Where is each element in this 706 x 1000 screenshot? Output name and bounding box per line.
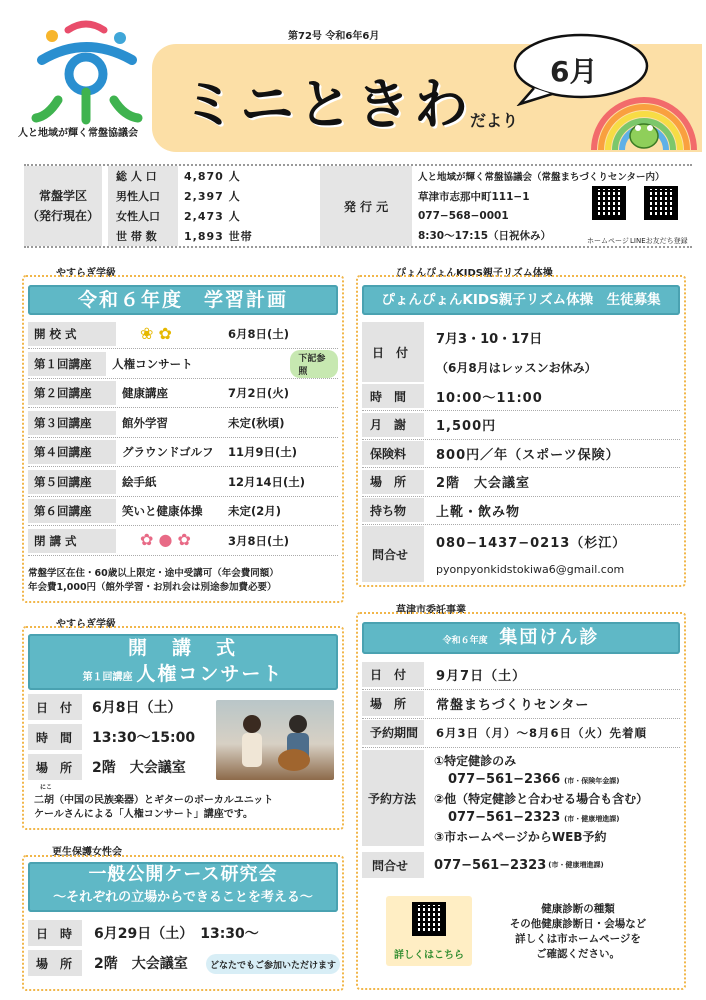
rhythm-title: ぴょんぴょんKIDS親子リズム体操 生徒募集 xyxy=(362,285,680,315)
ceremony-sub-title: 人権コンサート xyxy=(136,663,284,685)
row-divider xyxy=(362,496,680,497)
population-labels xyxy=(108,166,178,246)
row-divider xyxy=(28,466,338,467)
study-row-topic: 健康講座 xyxy=(122,386,168,400)
checkup-title-prefix: 令和６年度 xyxy=(442,636,488,646)
study-row-date: 未定(2月) xyxy=(228,504,282,518)
method-1: ①特定健診のみ xyxy=(434,753,517,768)
population-value: 4,870 人 xyxy=(184,170,241,183)
publisher-label: 発 行 元 xyxy=(320,166,412,246)
study-row-topic: 館外学習 xyxy=(122,415,168,430)
study-plan-row xyxy=(28,381,338,405)
checkup-title: 集団けん診 xyxy=(499,627,600,648)
publisher-name: 人と地域が輝く常盤協議会（常盤まちづくりセンター内） xyxy=(418,172,665,183)
ceremony-row-date: 日 付 6月8日（土） xyxy=(28,694,214,720)
population-values xyxy=(184,166,314,246)
row-divider xyxy=(28,437,338,438)
publisher-address: 草津市志那中町111−1 xyxy=(418,191,530,203)
row-divider xyxy=(362,439,680,440)
newsletter-title: ミニときわ xyxy=(182,73,472,136)
row-divider xyxy=(362,410,680,411)
study-row-date: 7月2日(火) xyxy=(228,386,290,400)
rhythm-row: 保険料 800円／年（スポーツ保険） xyxy=(362,441,680,465)
open-to-all-badge: どなたでもご参加いただけます xyxy=(206,954,340,974)
study-row-date: 3月8日(土) xyxy=(228,533,290,548)
method-2-dept: (市・健康増進課) xyxy=(564,814,620,823)
study-plan-row xyxy=(28,322,338,346)
row-divider xyxy=(362,718,680,719)
row-divider xyxy=(362,467,680,468)
month-label: 6月 xyxy=(550,55,598,88)
rainbow-frog-illustration xyxy=(588,84,700,152)
checkup-qr-caption: 詳しくはこちら xyxy=(394,950,464,961)
case-section-label: 更生保護女性会 xyxy=(52,847,122,858)
study-plan-title: 令和６年度 学習計画 xyxy=(28,285,338,315)
row-divider xyxy=(28,348,338,349)
rhythm-dates: 7月3・10・17日 xyxy=(436,332,543,347)
study-row-topic: 人権コンサート xyxy=(112,356,193,371)
study-row-date: 11月9日(土) xyxy=(228,445,298,459)
study-row-label: 第２回講座 xyxy=(28,381,116,405)
study-note-eligibility: 常盤学区在住・60歳以上限定・途中受講可（年会費同額） xyxy=(28,568,279,579)
ceremony-description-1: 二胡（中国の民族楽器）とギターのボーカルユニット xyxy=(34,795,274,806)
tokiwa-logo xyxy=(28,20,146,128)
checkup-contact-tel: 077−561−2323 xyxy=(434,857,547,873)
checkup-contact-dept: (市・健康増進課) xyxy=(548,861,604,869)
checkup-info: 健康診断の種類 その他健康診断日・会場など 詳しくは市ホームページを ご確認ください。 xyxy=(509,903,647,960)
newsletter-title-suffix: だより xyxy=(470,111,519,130)
study-row-label: 第５回講座 xyxy=(28,470,116,494)
case-subtitle: 〜それぞれの立場からできることを考える〜 xyxy=(53,890,313,905)
rhythm-row: 場 所 2階 大会議室 xyxy=(362,470,680,494)
rhythm-row-date: 日 付 7月3・10・17日 （6月8月はレッスンお休み） xyxy=(362,322,680,382)
population-label: 世 帯 数 xyxy=(116,230,157,243)
ceremony-row-place: 場 所 2階 大会議室 xyxy=(28,754,214,780)
ceremony-ruby: にこ xyxy=(40,784,53,791)
checkup-row: 場 所 常盤まちづくりセンター xyxy=(362,691,680,716)
checkup-row-method: 予約方法 ①特定健診のみ 077−561−2366 (市・保険年金課) ②他（特定健診と合わせる場合も含む） 077−561−2323 (市・健康増進課) ③市ホームページからWEB予約 xyxy=(362,750,680,846)
issue-number: 第72号 令和6年6月 xyxy=(288,31,380,42)
study-row-label: 閉 講 式 xyxy=(28,529,116,553)
study-row-label: 開 校 式 xyxy=(28,322,116,346)
method-1-tel: 077−561−2366 xyxy=(448,771,561,787)
study-row-date xyxy=(202,352,290,376)
population-label: 男性人口 xyxy=(116,190,160,203)
study-row-topic: グラウンドゴルフ xyxy=(122,445,214,459)
study-plan-row xyxy=(28,440,338,464)
row-divider xyxy=(362,689,680,690)
ceremony-title-box xyxy=(28,634,338,690)
rhythm-row: 持ち物 上靴・飲み物 xyxy=(362,498,680,522)
study-row-label: 第６回講座 xyxy=(28,499,116,523)
study-row-label: 第１回講座 xyxy=(28,352,106,376)
study-row-date: 6月8日(土) xyxy=(228,327,290,341)
butterfly-flower-icon: ❀ ✿ xyxy=(140,324,172,343)
method-2-tel: 077−561−2323 xyxy=(448,809,561,825)
ceremony-row-time: 時 間 13:30〜15:00 xyxy=(28,724,214,750)
case-title: 一般公開ケース研究会 xyxy=(88,864,278,885)
study-row-date: 12月14日(土) xyxy=(228,474,306,489)
study-row-topic: 絵手紙 xyxy=(122,474,157,489)
population-value: 1,893 世帯 xyxy=(184,230,253,243)
study-note-fee: 年会費1,000円（館外学習・お別れ会は別途参加費必要） xyxy=(28,582,277,593)
ceremony-description-2: ケールさんによる「人権コンサート」講座です。 xyxy=(34,809,253,820)
method-1-dept: (市・保険年金課) xyxy=(564,776,620,785)
study-section-label: やすらぎ学級 xyxy=(56,268,116,279)
row-divider xyxy=(28,407,338,408)
method-3: ③市ホームページからWEB予約 xyxy=(434,829,607,844)
homepage-qr-caption: ホームページ xyxy=(587,237,629,245)
checkup-row: 日 付 9月7日（土） xyxy=(362,662,680,687)
checkup-row-contact: 問合せ 077−561−2323 (市・健康増進課) xyxy=(362,852,680,878)
line-qr-code[interactable] xyxy=(644,186,678,220)
homepage-qr-code[interactable] xyxy=(592,186,626,220)
checkup-qr-box[interactable] xyxy=(386,896,472,966)
population-value: 2,397 人 xyxy=(184,190,241,203)
row-divider xyxy=(362,524,680,525)
logo-tagline: 人と地域が輝く常盤協議会 xyxy=(18,128,138,139)
row-divider xyxy=(28,378,338,379)
population-value: 2,473 人 xyxy=(184,210,241,223)
line-qr-caption: LINEお友だち登録 xyxy=(630,237,688,245)
case-title-box xyxy=(28,862,338,912)
rhythm-contact-email[interactable]: pyonpyonkidstokiwa6@gmail.com xyxy=(436,563,625,576)
publisher-hours: 8:30〜17:15（日祝休み） xyxy=(418,230,552,242)
district-info-table xyxy=(24,164,692,248)
publisher-phone: 077−568−0001 xyxy=(418,210,509,222)
study-plan-row xyxy=(28,411,338,435)
rhythm-dates-note: （6月8月はレッスンお休み） xyxy=(436,361,597,375)
study-plan-row xyxy=(28,352,338,376)
case-row-datetime: 日 時 6月29日（土） 13:30〜 xyxy=(28,920,338,946)
checkup-section-label: 草津市委託事業 xyxy=(396,605,466,616)
concert-photo xyxy=(216,700,334,780)
row-divider xyxy=(28,496,338,497)
rhythm-row-contact: 問合せ 080−1437−0213（杉江） pyonpyonkidstokiwa6@gmail.com xyxy=(362,526,680,582)
district-label: 常盤学区 （発行現在） xyxy=(24,166,102,246)
population-label: 総 人 口 xyxy=(116,170,157,183)
rhythm-contact-phone: 080−1437−0213（杉江） xyxy=(436,536,627,551)
method-2: ②他（特定健診と合わせる場合も含む） xyxy=(434,791,649,806)
study-row-date: 未定(秋頃) xyxy=(228,415,285,430)
bird-flower-icon: ✿ ● ✿ xyxy=(140,530,191,549)
ceremony-sub-prefix: 第１回講座 xyxy=(82,672,133,683)
row-divider xyxy=(362,747,680,748)
checkup-qr-code[interactable] xyxy=(412,902,446,936)
study-plan-row xyxy=(28,499,338,523)
population-label: 女性人口 xyxy=(116,210,160,223)
row-divider xyxy=(28,555,338,556)
study-row-label: 第３回講座 xyxy=(28,411,116,435)
study-plan-row xyxy=(28,470,338,494)
study-row-topic: 笑いと健康体操 xyxy=(122,504,203,518)
row-divider xyxy=(28,525,338,526)
ceremony-section-label: やすらぎ学級 xyxy=(56,619,116,630)
see-below-tag: 下記参照 xyxy=(290,350,338,378)
study-row-label: 第４回講座 xyxy=(28,440,116,464)
rhythm-row: 時 間 10:00〜11:00 xyxy=(362,384,680,408)
checkup-row: 予約期間 6月3日（月）〜8月6日（火）先着順 xyxy=(362,720,680,745)
rhythm-row: 月 謝 1,500円 xyxy=(362,413,680,437)
case-row-place: 場 所 2階 大会議室 xyxy=(28,950,204,976)
rhythm-section-label: ぴょんぴょんKIDS親子リズム体操 xyxy=(396,268,553,279)
checkup-title-box xyxy=(362,622,680,654)
ceremony-title: 開 講 式 xyxy=(127,637,238,659)
